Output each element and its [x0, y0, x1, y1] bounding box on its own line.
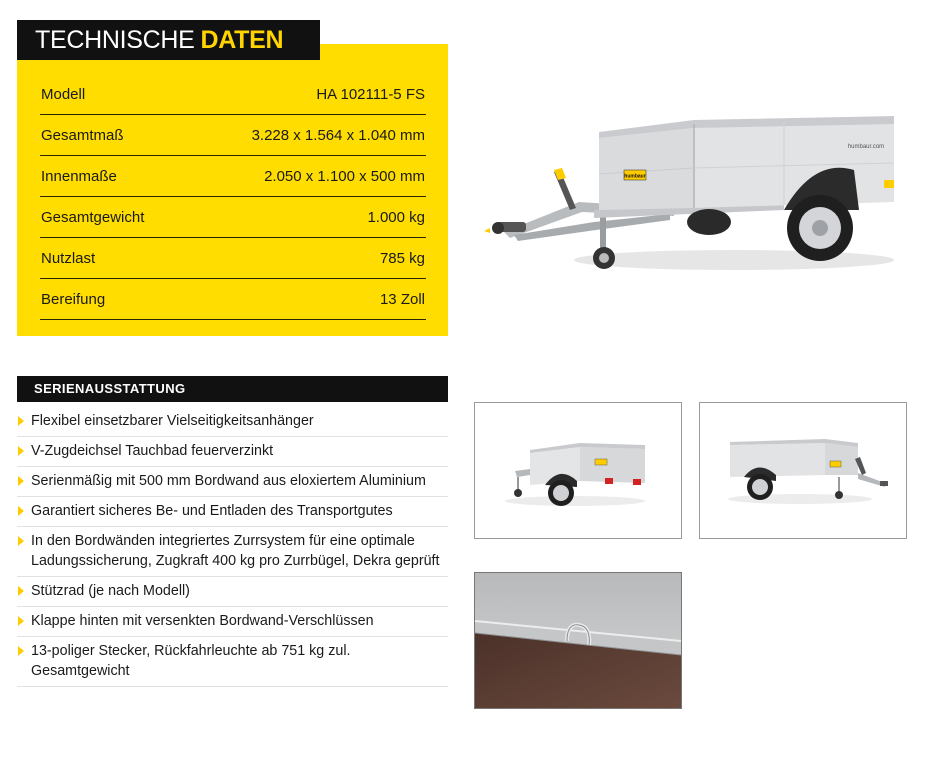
technical-data-row	[40, 238, 426, 279]
technical-data-row	[40, 156, 426, 197]
list-item	[17, 407, 448, 437]
standard-equipment-list	[17, 407, 448, 687]
thumbnail-trailer-side-view[interactable]	[699, 402, 907, 539]
row-label: Innenmaße	[41, 167, 117, 185]
technical-data-row	[40, 279, 426, 320]
title-part-highlight: DATEN	[200, 26, 284, 54]
row-value: 13 Zoll	[379, 290, 425, 308]
list-item	[17, 437, 448, 467]
thumbnail-trailer-rear-view[interactable]	[474, 402, 682, 539]
brand-plate-text: humbaur	[624, 173, 646, 180]
row-value: 2.050 x 1.100 x 500 mm	[264, 167, 425, 185]
triangle-bullet-icon	[18, 446, 24, 456]
triangle-bullet-icon	[18, 476, 24, 486]
title-part-plain: TECHNISCHE	[35, 26, 195, 54]
triangle-bullet-icon	[18, 616, 24, 626]
row-label: Modell	[41, 85, 86, 103]
technical-data-row	[40, 197, 426, 238]
lashing-bracket-illustration	[475, 573, 681, 708]
triangle-bullet-icon	[18, 536, 24, 546]
row-label: Gesamtmaß	[41, 126, 124, 144]
list-item-text: Klappe hinten mit versenkten Bordwand-Verschlüssen	[31, 613, 374, 629]
row-label: Gesamtgewicht	[41, 208, 145, 226]
list-item-text: Serienmäßig mit 500 mm Bordwand aus eloxiertem Aluminium	[31, 473, 426, 489]
list-item	[17, 527, 448, 577]
row-label: Nutzlast	[41, 249, 96, 267]
technical-data-row	[40, 74, 426, 115]
list-item-text: 13-poliger Stecker, Rückfahrleuchte ab 751 kg zul. Gesamtgewicht	[31, 643, 351, 679]
row-value: 785 kg	[379, 249, 425, 267]
row-value: 3.228 x 1.564 x 1.040 mm	[251, 126, 425, 144]
list-item	[17, 637, 448, 687]
row-value: 1.000 kg	[367, 208, 425, 226]
list-item	[17, 577, 448, 607]
hero-trailer-image	[484, 110, 904, 305]
trailer-side-illustration	[700, 403, 906, 538]
row-value: HA 102111-5 FS	[316, 85, 425, 103]
technical-data-table	[40, 74, 426, 320]
technical-data-panel	[17, 44, 448, 336]
row-label: Bereifung	[41, 290, 106, 308]
technical-data-row	[40, 115, 426, 156]
standard-equipment-title: SERIENAUSSTATTUNG	[17, 376, 448, 402]
trailer-illustration	[484, 110, 904, 305]
thumbnail-lashing-bracket-detail[interactable]	[474, 572, 682, 709]
triangle-bullet-icon	[18, 586, 24, 596]
list-item	[17, 497, 448, 527]
brand-side-text: humbaur.com	[847, 144, 885, 150]
triangle-bullet-icon	[18, 416, 24, 426]
list-item-text: V-Zugdeichsel Tauchbad feuerverzinkt	[31, 443, 274, 459]
list-item-text: Garantiert sicheres Be- und Entladen des Transportgutes	[31, 503, 393, 519]
list-item-text: Stützrad (je nach Modell)	[31, 583, 190, 599]
list-item-text: In den Bordwänden integriertes Zurrsystem für eine optimale Ladungssicherung, Zugkraft 400 kg pro Zurrbügel, Dekra geprüft	[31, 533, 440, 569]
triangle-bullet-icon	[18, 646, 24, 656]
list-item	[17, 467, 448, 497]
trailer-rear-illustration	[475, 403, 681, 538]
triangle-bullet-icon	[18, 506, 24, 516]
technical-data-title	[17, 20, 320, 60]
list-item	[17, 607, 448, 637]
list-item-text: Flexibel einsetzbarer Vielseitigkeitsanhänger	[31, 413, 314, 429]
